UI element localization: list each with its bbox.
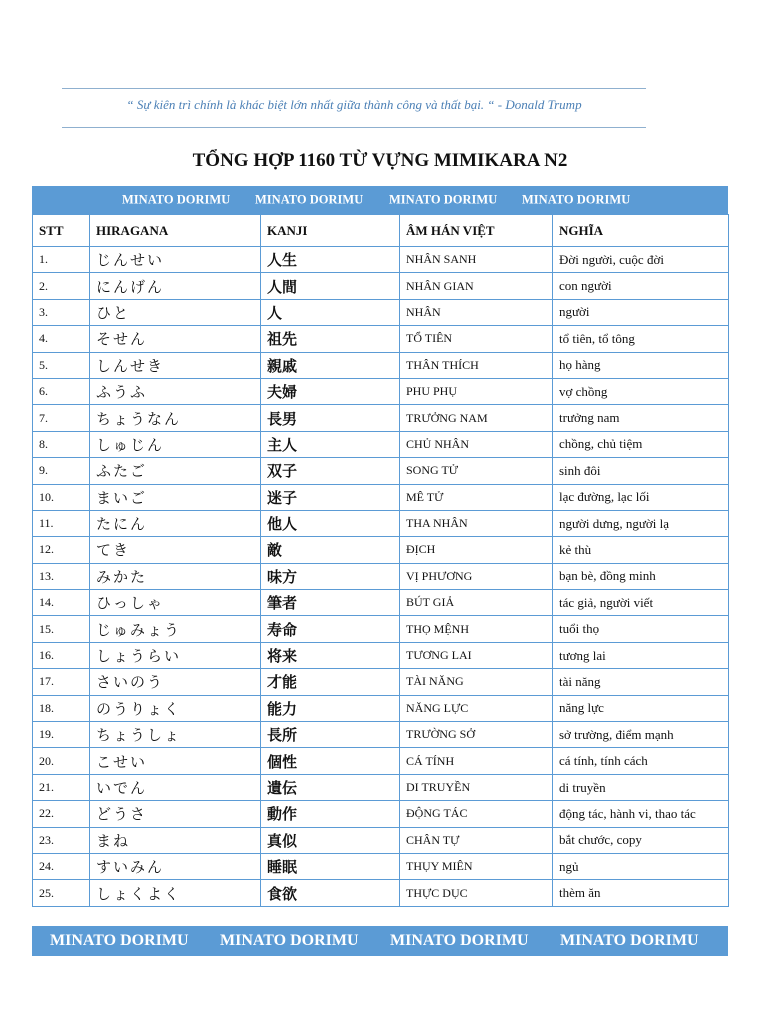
row-number: 19. [33,722,90,748]
han-viet-cell: NHÂN GIAN [400,273,553,299]
kanji-cell: 能力 [261,695,400,721]
hiragana-cell: どうさ [90,801,261,827]
table-row [33,748,729,774]
table-row [33,510,729,536]
table-row [33,669,729,695]
meaning-cell: con người [553,273,729,299]
kanji-cell: 長所 [261,722,400,748]
banner-text: MINATO DORIMU [220,932,359,949]
row-number: 25. [33,880,90,906]
meaning-cell: thèm ăn [553,880,729,906]
kanji-cell: 寿命 [261,616,400,642]
han-viet-cell: ĐỘNG TÁC [400,801,553,827]
meaning-cell: người [553,299,729,325]
table-row [33,405,729,431]
row-number: 13. [33,563,90,589]
row-number: 16. [33,642,90,668]
kanji-cell: 動作 [261,801,400,827]
hiragana-cell: のうりょく [90,695,261,721]
han-viet-cell: THỤY MIÊN [400,853,553,879]
hiragana-cell: てき [90,537,261,563]
han-viet-cell: TÀI NĂNG [400,669,553,695]
han-viet-cell: MÊ TỬ [400,484,553,510]
page-title: TỔNG HỢP 1160 TỪ VỰNG MIMIKARA N2 [192,150,568,171]
table-row [33,458,729,484]
kanji-cell: 他人 [261,510,400,536]
kanji-cell: 夫婦 [261,378,400,404]
meaning-cell: chồng, chủ tiệm [553,431,729,457]
row-number: 7. [33,405,90,431]
row-number: 1. [33,247,90,273]
meaning-cell: ngủ [553,853,729,879]
han-viet-cell: BÚT GIẢ [400,590,553,616]
table-row [33,299,729,325]
table-row [33,774,729,800]
meaning-cell: động tác, hành vi, thao tác [553,801,729,827]
quote-top-rule [62,88,646,89]
kanji-cell: 味方 [261,563,400,589]
row-number: 10. [33,484,90,510]
row-number: 12. [33,537,90,563]
kanji-cell: 長男 [261,405,400,431]
table-row [33,273,729,299]
kanji-cell: 遺伝 [261,774,400,800]
row-number: 6. [33,378,90,404]
row-number: 18. [33,695,90,721]
row-number: 5. [33,352,90,378]
meaning-cell: năng lực [553,695,729,721]
hiragana-cell: しんせき [90,352,261,378]
hiragana-cell: にんげん [90,273,261,299]
table-row [33,695,729,721]
row-number: 20. [33,748,90,774]
hiragana-cell: いでん [90,774,261,800]
banner-text: MINATO DORIMU [390,932,529,949]
hiragana-cell: じんせい [90,247,261,273]
han-viet-cell: NHÂN [400,299,553,325]
table-row [33,537,729,563]
hiragana-cell: まね [90,827,261,853]
kanji-cell: 将来 [261,642,400,668]
hiragana-cell: さいのう [90,669,261,695]
meaning-cell: trưởng nam [553,405,729,431]
vocabulary-table [32,214,729,907]
han-viet-cell: CÁ TÍNH [400,748,553,774]
han-viet-cell: TỔ TIÊN [400,326,553,352]
han-viet-cell: ĐỊCH [400,537,553,563]
kanji-cell: 睡眠 [261,853,400,879]
table-row [33,431,729,457]
meaning-cell: bắt chước, copy [553,827,729,853]
han-viet-cell: CHÂN TỰ [400,827,553,853]
banner-text: MINATO DORIMU [389,192,498,207]
banner-text: MINATO DORIMU [560,932,699,949]
table-row [33,616,729,642]
meaning-cell: tác giả, người viết [553,590,729,616]
header-hiragana: HIRAGANA [90,215,261,247]
top-banner [32,186,728,214]
hiragana-cell: すいみん [90,853,261,879]
table-row [33,247,729,273]
row-number: 9. [33,458,90,484]
meaning-cell: tương lai [553,642,729,668]
hiragana-cell: ちょうしょ [90,722,261,748]
kanji-cell: 敵 [261,537,400,563]
row-number: 22. [33,801,90,827]
table-row [33,563,729,589]
table-row [33,827,729,853]
hiragana-cell: そせん [90,326,261,352]
han-viet-cell: TƯƠNG LAI [400,642,553,668]
row-number: 21. [33,774,90,800]
row-number: 23. [33,827,90,853]
meaning-cell: sở trường, điểm mạnh [553,722,729,748]
header-kanji: KANJI [261,215,400,247]
kanji-cell: 人 [261,299,400,325]
table-row [33,590,729,616]
kanji-cell: 個性 [261,748,400,774]
kanji-cell: 食欲 [261,880,400,906]
meaning-cell: kẻ thù [553,537,729,563]
hiragana-cell: たにん [90,510,261,536]
han-viet-cell: SONG TỬ [400,458,553,484]
hiragana-cell: まいご [90,484,261,510]
kanji-cell: 人間 [261,273,400,299]
meaning-cell: người dưng, người lạ [553,510,729,536]
row-number: 11. [33,510,90,536]
banner-text: MINATO DORIMU [122,192,231,207]
kanji-cell: 人生 [261,247,400,273]
table-row [33,880,729,906]
row-number: 3. [33,299,90,325]
han-viet-cell: THA NHÂN [400,510,553,536]
meaning-cell: vợ chồng [553,378,729,404]
kanji-cell: 主人 [261,431,400,457]
han-viet-cell: THỌ MỆNH [400,616,553,642]
header-han-viet: ÂM HÁN VIỆT [400,215,553,247]
table-header-row [33,215,729,247]
row-number: 24. [33,853,90,879]
header-meaning: NGHĨA [553,215,729,247]
hiragana-cell: みかた [90,563,261,589]
han-viet-cell: THỰC DỤC [400,880,553,906]
han-viet-cell: DI TRUYỀN [400,774,553,800]
meaning-cell: lạc đường, lạc lối [553,484,729,510]
han-viet-cell: NHÂN SANH [400,247,553,273]
quote-text: “ Sự kiên trì chính là khác biệt lớn nhất giữa thành công và thất bại. “ - Donald Trump [126,97,582,112]
header-stt: STT [33,215,90,247]
table-row [33,722,729,748]
kanji-cell: 真似 [261,827,400,853]
row-number: 17. [33,669,90,695]
row-number: 4. [33,326,90,352]
meaning-cell: tuổi thọ [553,616,729,642]
kanji-cell: 双子 [261,458,400,484]
meaning-cell: sinh đôi [553,458,729,484]
table-row [33,484,729,510]
meaning-cell: cá tính, tính cách [553,748,729,774]
banner-text: MINATO DORIMU [522,192,631,207]
table-row [33,326,729,352]
kanji-cell: 親戚 [261,352,400,378]
han-viet-cell: NĂNG LỰC [400,695,553,721]
hiragana-cell: しょうらい [90,642,261,668]
row-number: 8. [33,431,90,457]
row-number: 14. [33,590,90,616]
han-viet-cell: VỊ PHƯƠNG [400,563,553,589]
table-row [33,853,729,879]
row-number: 15. [33,616,90,642]
hiragana-cell: こせい [90,748,261,774]
hiragana-cell: ちょうなん [90,405,261,431]
meaning-cell: bạn bè, đồng minh [553,563,729,589]
table-row [33,378,729,404]
han-viet-cell: TRƯỞNG NAM [400,405,553,431]
meaning-cell: họ hàng [553,352,729,378]
meaning-cell: tổ tiên, tổ tông [553,326,729,352]
banner-text: MINATO DORIMU [50,932,189,949]
hiragana-cell: ひと [90,299,261,325]
quote-bottom-rule [62,127,646,128]
kanji-cell: 才能 [261,669,400,695]
kanji-cell: 迷子 [261,484,400,510]
hiragana-cell: しょくよく [90,880,261,906]
han-viet-cell: CHỦ NHÂN [400,431,553,457]
meaning-cell: Đời người, cuộc đời [553,247,729,273]
hiragana-cell: ひっしゃ [90,590,261,616]
han-viet-cell: THÂN THÍCH [400,352,553,378]
meaning-cell: tài năng [553,669,729,695]
han-viet-cell: PHU PHỤ [400,378,553,404]
kanji-cell: 筆者 [261,590,400,616]
meaning-cell: di truyền [553,774,729,800]
row-number: 2. [33,273,90,299]
table-row [33,642,729,668]
hiragana-cell: ふうふ [90,378,261,404]
kanji-cell: 祖先 [261,326,400,352]
table-row [33,352,729,378]
hiragana-cell: じゅみょう [90,616,261,642]
han-viet-cell: TRƯỜNG SỞ [400,722,553,748]
hiragana-cell: ふたご [90,458,261,484]
banner-text: MINATO DORIMU [255,192,364,207]
hiragana-cell: しゅじん [90,431,261,457]
bottom-banner [32,926,728,956]
table-row [33,801,729,827]
